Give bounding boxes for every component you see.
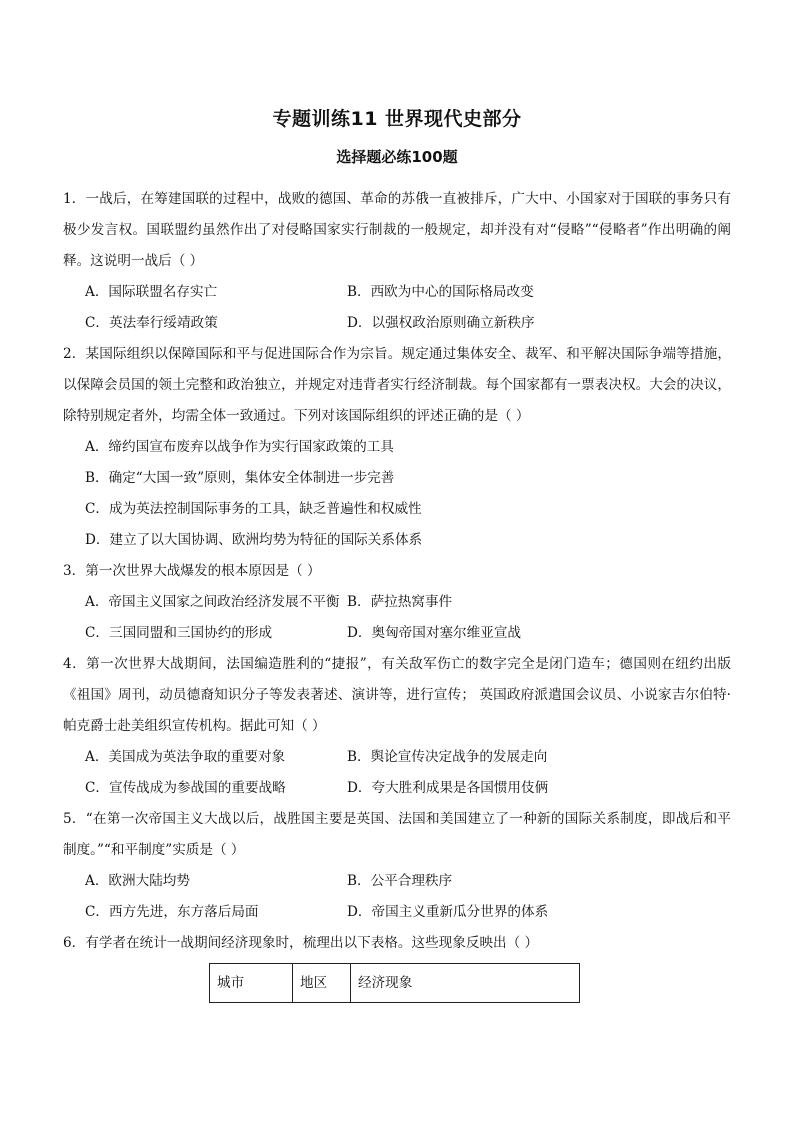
option-d: D．夸大胜利成果是各国惯用伎俩: [347, 780, 549, 796]
page-subtitle: 选择题必练100题: [336, 148, 458, 166]
question-stem: 6．有学者在统计一战期间经济现象时，梳理出以下表格。这些现象反映出（ ）: [63, 935, 539, 951]
option-a: A．缔约国宣布废弃以战争作为实行国家政策的工具: [85, 439, 394, 455]
option-a: A．欧洲大陆均势: [85, 873, 190, 889]
question-stem: 5．“在第一次帝国主义大战以后，战胜国主要是英国、法国和美国建立了一种新的国际关系制度，即战后和平制度。”“和平制度”实质是（ ）: [63, 811, 731, 858]
option-b: B．公平合理秩序: [347, 873, 453, 889]
question-1: [63, 184, 731, 339]
option-c: C．英法奉行绥靖政策: [85, 315, 218, 331]
page-title: 专题训练11 世界现代史部分: [272, 108, 522, 130]
option-d: D．建立了以大国协调、欧洲均势为特征的国际关系体系: [85, 532, 423, 548]
table-header-region: 地区: [293, 964, 351, 1003]
question-stem: 2．某国际组织以保障国际和平与促进国际合作为宗旨。规定通过集体安全、裁军、和平解决国际争端等措施，以保障会员国的领土完整和政治独立，并规定对违背者实行经济制裁。每个国家都有一票表决权。大会的决议，除特别规定者外，均需全体一致通过。下列对该国际组织的评述正确的是（ ）: [63, 346, 731, 424]
option-d: D．奥匈帝国对塞尔维亚宣战: [347, 625, 522, 641]
option-a: A．美国成为英法争取的重要对象: [85, 749, 286, 765]
option-b: B．舆论宣传决定战争的发展走向: [347, 749, 548, 765]
question-stem: 1．一战后，在筹建国联的过程中，战败的德国、革命的苏俄一直被排斥，广大中、小国家对于国联的事务只有极少发言权。国联盟约虽然作出了对侵略国家实行制裁的一般规定，却并没有对“侵略”“侵略者”作出明确的阐释。这说明一战后（ ）: [63, 191, 731, 269]
question-3: [63, 556, 731, 649]
option-c: C．宣传战成为参战国的重要战略: [85, 780, 286, 796]
table-header-row: [210, 964, 580, 1003]
question-list: [63, 184, 731, 1003]
option-d: D．帝国主义重新瓜分世界的体系: [347, 904, 549, 920]
option-grid: [63, 866, 731, 928]
table-header-city: 城市: [210, 964, 293, 1003]
question-5: [63, 804, 731, 928]
question-2: [63, 339, 731, 556]
question-6: [63, 928, 731, 1003]
option-b: B．西欧为中心的国际格局改变: [347, 284, 534, 300]
option-b: B．萨拉热窝事件: [347, 594, 453, 610]
option-grid: [63, 587, 731, 649]
option-c: C．三国同盟和三国协约的形成: [85, 625, 273, 641]
option-d: D．以强权政治原则确立新秩序: [347, 315, 535, 331]
option-c: C．西方先进，东方落后局面: [85, 904, 259, 920]
option-a: A．国际联盟名存实亡: [85, 284, 218, 300]
question-4: [63, 649, 731, 804]
option-c: C．成为英法控制国际事务的工具，缺乏普遍性和权威性: [85, 501, 422, 517]
question-stem: 3．第一次世界大战爆发的根本原因是（ ）: [63, 563, 321, 579]
data-table: [209, 963, 580, 1003]
option-grid: [63, 742, 731, 804]
question-stem: 4．第一次世界大战期间，法国编造胜利的“捷报”，有关敌军伤亡的数字完全是闭门造车；德国则在纽约出版《祖国》周刊，动员德裔知识分子等发表著述、演讲等，进行宣传； 英国政府派遣国会议员、小说家吉尔伯特·帕克爵士赴美组织宣传机构。据此可知（ ）: [63, 656, 731, 734]
table-header-phenomenon: 经济现象: [351, 964, 580, 1003]
option-a: A．帝国主义国家之间政治经济发展不平衡: [85, 594, 340, 610]
option-grid: [63, 277, 731, 339]
option-b: B．确定“大国一致”原则，集体安全体制进一步完善: [85, 470, 395, 486]
